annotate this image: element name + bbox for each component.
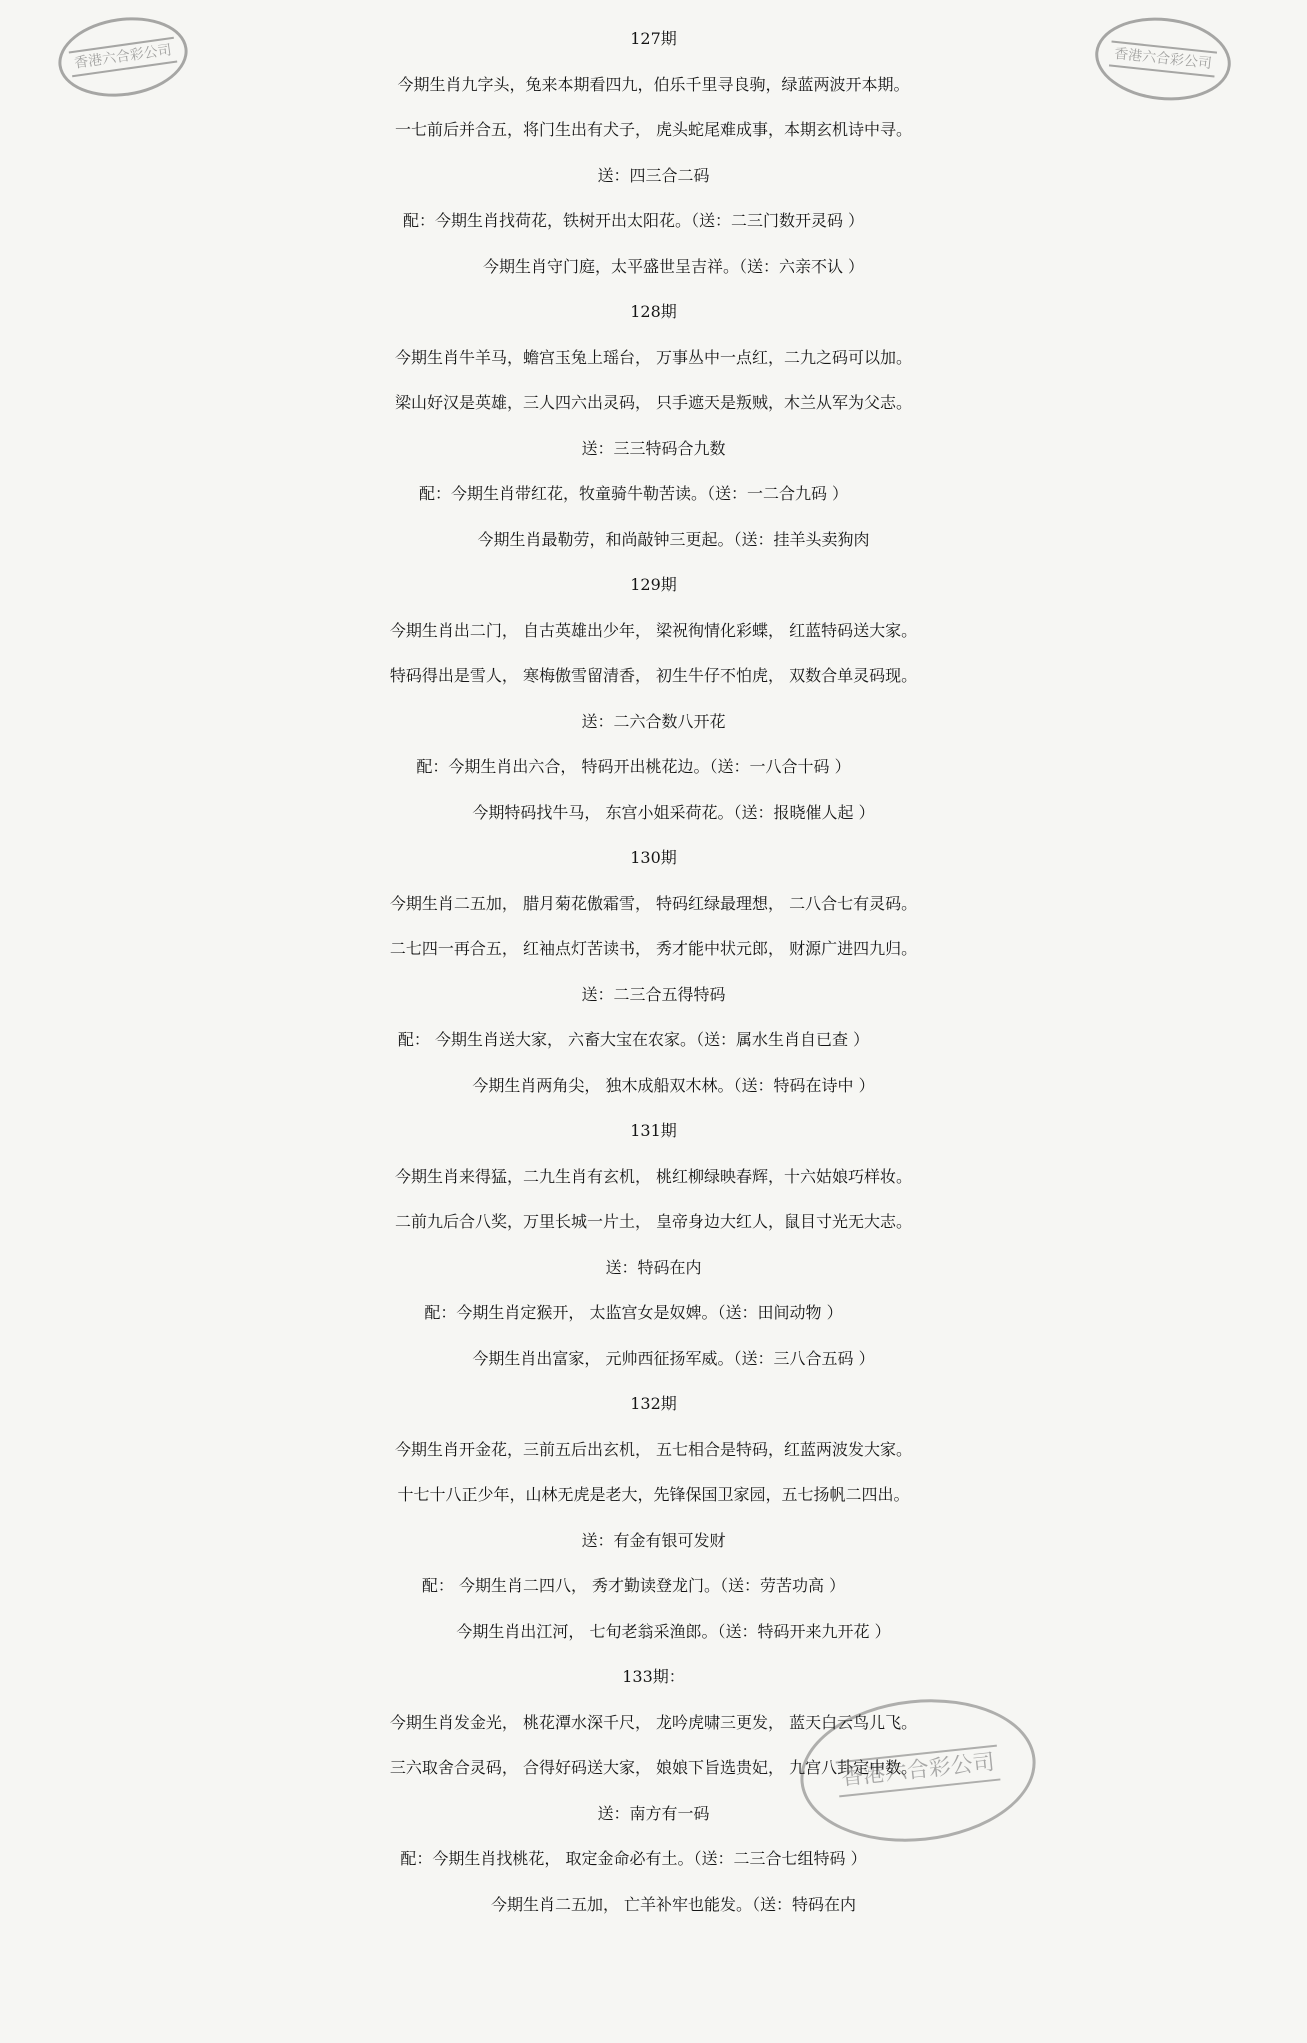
poem-line: 今期生肖开金花，三前五后出玄机， 五七相合是特码，红蓝两波发大家。 — [394, 1439, 913, 1459]
gift-line: 送：二六合数八开花 — [581, 711, 726, 731]
seal-text: 香港六合彩公司 — [1109, 41, 1217, 78]
poem-line: 今期生肖来得猛，二九生肖有玄机， 桃红柳绿映春辉，十六姑娘巧样妆。 — [394, 1166, 913, 1186]
extra-line: 今期特码找牛马， 东宫小姐采荷花。（送：报晓催人起 ） — [472, 802, 875, 822]
poem-line: 今期生肖牛羊马，蟾宫玉兔上瑶台， 万事丛中一点红，二九之码可以加。 — [394, 347, 913, 367]
poem-line: 二七四一再合五， 红袖点灯苦读书， 秀才能中状元郎， 财源广进四九归。 — [389, 939, 918, 958]
period-line: 128期 — [630, 302, 677, 321]
pair-line: 配：今期生肖找桃花， 取定金命必有土。（送：二三合七组特码 ） — [400, 1849, 867, 1868]
poem-line: 特码得出是雪人， 寒梅傲雪留清香， 初生牛仔不怕虎， 双数合单灵码现。 — [389, 666, 918, 685]
period-line: 133期： — [622, 1667, 685, 1686]
period-line: 130期 — [630, 848, 677, 867]
poem-line: 三六取舍合灵码， 合得好码送大家， 娘娘下旨选贵妃， 九宫八卦定中数。 — [389, 1758, 918, 1777]
pair-line: 配：今期生肖出六合， 特码开出桃花边。（送：一八合十码 ） — [416, 757, 851, 776]
extra-line: 今期生肖出江河， 七旬老翁采渔郎。（送：特码开来九开花 ） — [456, 1621, 891, 1641]
period-line: 131期 — [630, 1121, 677, 1140]
period-line: 127期 — [630, 29, 677, 48]
gift-line: 送：特码在内 — [605, 1257, 702, 1277]
extra-line: 今期生肖守门庭，太平盛世呈吉祥。（送：六亲不认 ） — [482, 256, 865, 276]
pair-line: 配：今期生肖找荷花，铁树开出太阳花。（送：二三门数开灵码 ） — [402, 211, 865, 230]
poem-line: 今期生肖九字头，兔来本期看四九，伯乐千里寻良驹，绿蓝两波开本期。 — [397, 74, 910, 94]
pair-line: 配：今期生肖带红花，牧童骑牛勒苦读。（送：一二合九码 ） — [418, 484, 849, 503]
poem-line: 一七前后并合五，将门生出有犬子， 虎头蛇尾难成事，本期玄机诗中寻。 — [394, 120, 913, 139]
gift-line: 送：四三合二码 — [597, 165, 710, 185]
pair-line: 配：今期生肖定猴开， 太监宫女是奴婢。（送：田间动物 ） — [424, 1303, 843, 1322]
poem-line: 二前九后合八奖，万里长城一片土， 皇帝身边大红人，鼠目寸光无大志。 — [394, 1212, 913, 1231]
poem-line: 十七十八正少年，山林无虎是老大，先锋保国卫家园，五七扬帆二四出。 — [397, 1485, 910, 1504]
extra-line: 今期生肖二五加， 亡羊补牢也能发。（送：特码在内 — [490, 1894, 857, 1914]
seal-text: 香港六合彩公司 — [836, 1744, 1001, 1797]
prediction-text-block — [0, 16, 1307, 1927]
extra-line: 今期生肖出富家， 元帅西征扬军威。（送：三八合五码 ） — [472, 1348, 875, 1368]
poem-line: 今期生肖发金光， 桃花潭水深千尺， 龙吟虎啸三更发， 蓝天白云鸟儿飞。 — [389, 1712, 918, 1732]
pair-line: 配： 今期生肖二四八， 秀才勤读登龙门。（送：劳苦功高 ） — [421, 1576, 846, 1595]
gift-line: 送：南方有一码 — [597, 1803, 710, 1823]
gift-line: 送：二三合五得特码 — [581, 984, 726, 1004]
poem-line: 今期生肖出二门， 自古英雄出少年， 梁祝徇情化彩蝶， 红蓝特码送大家。 — [389, 620, 918, 640]
poem-line: 梁山好汉是英雄，三人四六出灵码， 只手遮天是叛贼，木兰从军为父志。 — [394, 393, 913, 412]
extra-line: 今期生肖最勒劳，和尚敲钟三更起。（送：挂羊头卖狗肉 — [477, 529, 870, 549]
seal-text: 香港六合彩公司 — [69, 37, 178, 77]
gift-line: 送：三三特码合九数 — [581, 438, 726, 458]
pair-line: 配： 今期生肖送大家， 六畜大宝在农家。（送：属水生肖自已查 ） — [397, 1030, 870, 1049]
poem-line: 今期生肖二五加， 腊月菊花傲霜雪， 特码红绿最理想， 二八合七有灵码。 — [389, 893, 918, 913]
extra-line: 今期生肖两角尖， 独木成船双木林。（送：特码在诗中 ） — [472, 1075, 875, 1095]
gift-line: 送：有金有银可发财 — [581, 1530, 726, 1550]
period-line: 132期 — [630, 1394, 677, 1413]
period-line: 129期 — [630, 575, 677, 594]
